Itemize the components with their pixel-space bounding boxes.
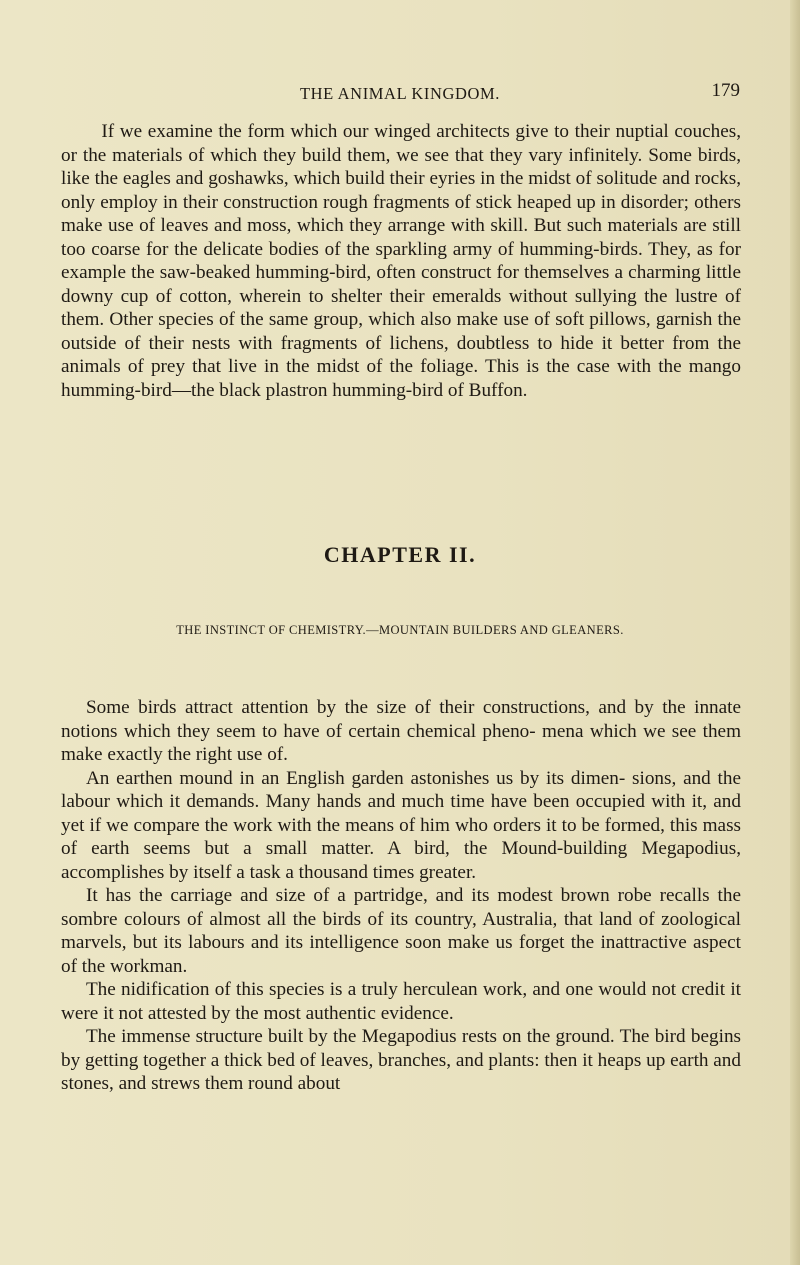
chapter-text-block: [61, 696, 741, 1096]
paragraph: The nidification of this species is a truly herculean work, and one would not credit it were it not attested by the most authentic evidence.: [61, 979, 741, 1024]
intro-text-block: [61, 120, 741, 402]
paragraph: It has the carriage and size of a partridge, and its modest brown robe recalls the sombre colours of almost all the birds of its country, Australia, that land of zoological marvels, but its labours and its intelligence soon make us forget the inattractive aspect of the workman.: [61, 885, 741, 977]
page-edge: [790, 0, 800, 1265]
page-number: 179: [711, 80, 740, 101]
chapter-subtitle: THE INSTINCT OF CHEMISTRY.—MOUNTAIN BUILDERS AND GLEANERS.: [176, 623, 624, 637]
chapter-title: CHAPTER II.: [323, 542, 477, 567]
paragraph: If we examine the form which our winged architects give to their nuptial couches, or the materials of which they build them, we see that they vary infinitely. Some birds, like the eagles and goshawks, which build their eyries in the midst of solitude and rocks, only employ in their construction rough fragments of stick heaped up in disorder; others make use of leaves and moss, which they arrange with skill. But such materials are still too coarse for the delicate bodies of the sparkling army of humming-birds. They, as for example the saw-beaked humming-bird, often construct for themselves a charming little downy cup of cotton, wherein to shelter their emeralds without sullying the lustre of them. Other species of the same group, which also make use of soft pillows, garnish the outside of their nests with fragments of lichens, doubtless to hide it better from the animals of prey that live in the midst of the foliage. This is the case with the mango humming-bird—the black plastron humming-bird of Buffon.: [61, 121, 741, 401]
paragraph: The immense structure built by the Megapodius rests on the ground. The bird begins by getting together a thick bed of leaves, branches, and plants: then it heaps up earth and stones, and strews them round about: [61, 1026, 741, 1094]
paragraph: An earthen mound in an English garden astonishes us by its dimen- sions, and the labour which it demands. Many hands and much time have been occupied with it, and yet if we compare the work with the means of him who orders it to be formed, this mass of earth seems but a small matter. A bird, the Mound-building Megapodius, accomplishes by itself a task a thousand times greater.: [61, 767, 741, 883]
page-header: [60, 80, 740, 110]
running-head: THE ANIMAL KINGDOM.: [299, 84, 501, 103]
paragraph: Some birds attract attention by the size of their constructions, and by the innate notions which they seem to have of certain chemical pheno- mena which we see them make exactly the right use of.: [61, 697, 741, 765]
